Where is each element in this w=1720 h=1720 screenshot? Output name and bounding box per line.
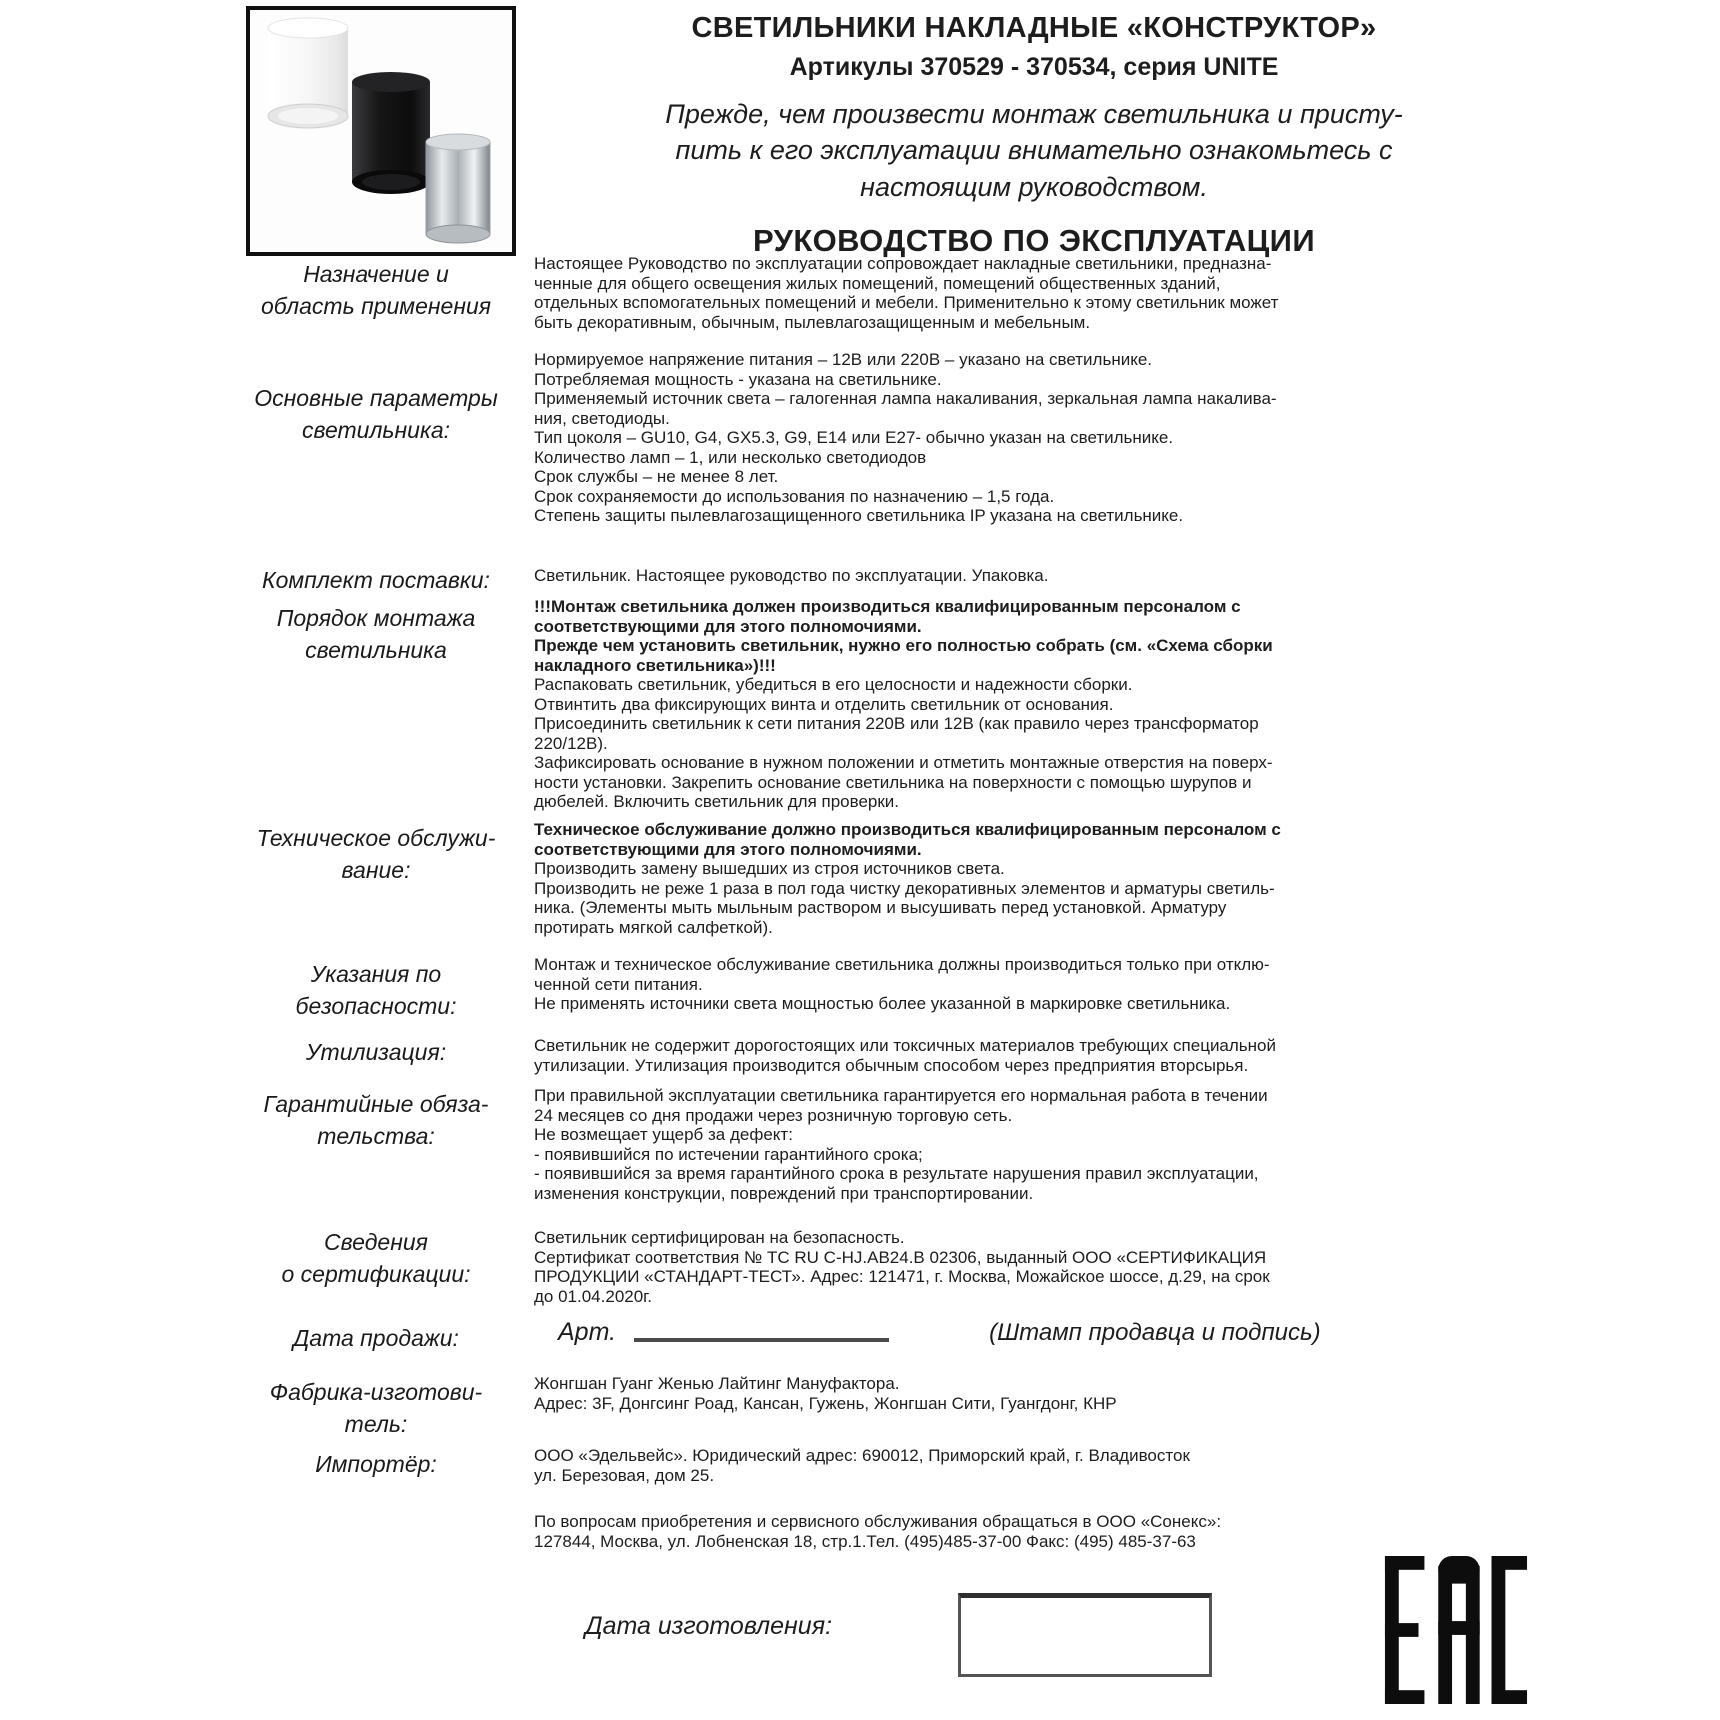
section-body-parameters <box>534 350 1536 526</box>
intro-note: Прежде, чем произвести монтаж светильника и присту- пить к его эксплуатации внимательно ознакомьтесь с настоящим руководством. <box>665 99 1403 202</box>
section-body-purpose <box>534 254 1536 332</box>
chrome-cylinder <box>426 134 490 243</box>
section-body-certification <box>534 1228 1536 1306</box>
section-body-mounting <box>534 597 1536 812</box>
paragraph-bold: Прежде чем установить светильник, нужно его полностью собрать (см. «Схема сборки накладного светильника»)!!! <box>534 636 1273 675</box>
article-numbers: Артикулы 370529 - 370534, серия UNITE <box>789 53 1279 81</box>
section-body-package <box>534 566 1536 586</box>
art-blank-line <box>634 1338 889 1342</box>
paragraph: При правильной эксплуатации светильника гарантируется его нормальная работа в течении 24 месяцев со дня продажи через розничную торговую сеть. Не возмещает ущерб за дефект: - появившийся по истечении гарантийного срока; - появившийся за время гарантийного срока в результате нарушения правил эксплуатации, изменения конструкции, повреждений при транспортировании. <box>534 1086 1268 1203</box>
black-cylinder <box>352 72 430 194</box>
section-body-warranty <box>534 1086 1536 1203</box>
art-label: Арт. <box>558 1318 617 1346</box>
document-title: СВЕТИЛЬНИКИ НАКЛАДНЫЕ «КОНСТРУКТОР» <box>691 12 1377 44</box>
paragraph: ООО «Эдельвейс». Юридический адрес: 690012, Приморский край, г. Владивосток ул. Березовая, дом 25. <box>534 1446 1190 1485</box>
section-body-safety <box>534 955 1536 1014</box>
product-photo <box>246 6 516 256</box>
header <box>534 12 1534 259</box>
section-label-purpose: Назначение и область применения <box>260 261 492 320</box>
paragraph: Распаковать светильник, убедиться в его целосности и надежности сборки. Отвинтить два фиксирующих винта и отделить светильник от основания. Присоединить светильник к сети питания 220В или 12В (как правило через трансформатор 220/12В). Зафиксировать основание в нужном положении и отметить монтажные отверстия на поверх- ности установки. Закрепить основание светильника на поверхности с помощью шурупов и дюбелей. Включить светильник для проверки. <box>534 675 1273 811</box>
paragraph-bold: Техническое обслуживание должно производиться квалифицированным персоналом с соответствующими для этого полномочиями. <box>534 820 1281 859</box>
lamp-cylinders-image <box>250 10 504 244</box>
paragraph: Нормируемое напряжение питания – 12В или 220В – указано на светильнике. Потребляемая мощность - указана на светильнике. Применяемый источник света – галогенная лампа накаливания, зеркальная лампа накалива- ния, светодиоды. Тип цоколя – GU10, G4, GX5.3, G9, E14 или E27- обычно указан на светильнике. Количество ламп – 1, или несколько светодиодов Срок службы – не менее 8 лет. Срок сохраняемости до использования по назначению – 1,5 года. Степень защиты пылевлагозащищенного светильника IP указана на светильнике. <box>534 350 1277 525</box>
section-label-disposal: Утилизация: <box>305 1039 447 1065</box>
paragraph: По вопросам приобретения и сервисного обслуживания обращаться в ООО «Сонекс»: 127844, Москва, ул. Лобненская 18, стр.1.Тел. (495)485-37-00 Факс: (495) 485-37-63 <box>534 1512 1222 1551</box>
section-body-factory <box>534 1374 1536 1413</box>
section-label-maintenance: Техническое обслужи- вание: <box>256 825 496 884</box>
section-label-package: Комплект поставки: <box>262 567 490 593</box>
section-label-warranty: Гарантийные обяза- тельства: <box>263 1091 489 1150</box>
section-body-service-contacts <box>534 1512 1536 1551</box>
paragraph: Светильник сертифицирован на безопасность. Сертификат соответствия № ТС RU C-HJ.АВ24.В 02306, выданный ООО «СЕРТИФИКАЦИЯ ПРОДУКЦИИ «СТАНДАРТ-ТЕСТ». Адрес: 121471, г. Москва, Можайское шоссе, д.29, на срок до 01.04.2020г. <box>534 1228 1270 1306</box>
stamp-note: (Штамп продавца и подпись) <box>989 1319 1321 1346</box>
manufacture-date-box <box>958 1593 1212 1677</box>
section-label-importer: Импортёр: <box>315 1451 437 1477</box>
paragraph: Жонгшан Гуанг Женью Лайтинг Мануфактора. Адрес: 3F, Донгсинг Роад, Кансан, Гужень, Жонгшан Сити, Гуангдонг, КНР <box>534 1374 1117 1413</box>
section-label-factory: Фабрика-изготови- тель: <box>269 1379 483 1438</box>
sale-row <box>534 1320 1560 1345</box>
section-label-parameters: Основные параметры светильника: <box>254 385 498 444</box>
section-label-certification: Сведения о сертификации: <box>281 1229 471 1288</box>
manufacture-date-label: Дата изготовления: <box>585 1612 833 1640</box>
white-cylinder <box>268 18 348 128</box>
manual-title: РУКОВОДСТВО ПО ЭКСПЛУАТАЦИИ <box>752 223 1316 259</box>
section-body-importer <box>534 1446 1536 1485</box>
eac-mark-icon <box>1384 1556 1528 1704</box>
paragraph: Светильник не содержит дорогостоящих или токсичных материалов требующих специальной утилизации. Утилизация производится обычным способом через предприятия вторсырья. <box>534 1036 1277 1075</box>
paragraph: Монтаж и техническое обслуживание светильника должны производиться только при отклю- ченной сети питания. Не применять источники света мощностью более указанной в маркировке светильника. <box>534 955 1270 1013</box>
paragraph: Производить замену вышедших из строя источников света. Производить не реже 1 раза в пол года чистку декоративных элементов и арматуры светиль- ника. (Элементы мыть мыльным раствором и высушивать перед установкой. Арматуру протирать мягкой салфеткой). <box>534 859 1275 937</box>
paragraph-bold: !!!Монтаж светильника должен производиться квалифицированным персоналом с соответствующими для этого полномочиями. <box>534 597 1241 636</box>
paragraph: Настоящее Руководство по эксплуатации сопровождает накладные светильники, предназна- ченные для общего освещения жилых помещений, помещений общественных зданий, отдельных вспомогательных помещений и мебели. Применительно к этому светильник может быть декоративным, обычным, пылевлагозащищенным и мебельным. <box>534 254 1279 332</box>
section-label-safety: Указания по безопасности: <box>295 961 457 1020</box>
section-label-sale-date: Дата продажи: <box>293 1325 459 1351</box>
section-body-maintenance <box>534 820 1536 937</box>
paragraph: Светильник. Настоящее руководство по эксплуатации. Упаковка. <box>534 566 1049 585</box>
section-body-disposal <box>534 1036 1536 1075</box>
section-label-mounting: Порядок монтажа светильника <box>276 605 476 664</box>
